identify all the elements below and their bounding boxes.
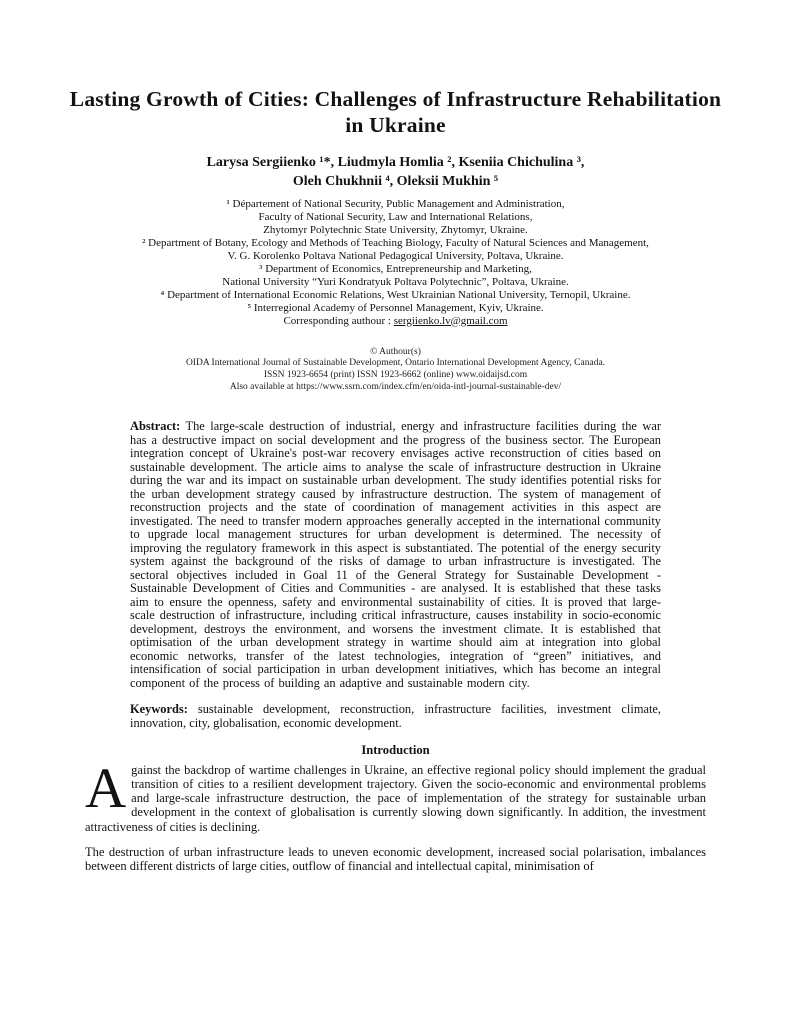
section-heading-introduction: Introduction xyxy=(361,743,430,758)
author-line-1: Larysa Sergiienko ¹*, Liudmyla Homlia ², Kseniia Chichulina ³, xyxy=(206,155,585,171)
journal-name-line: OIDA International Journal of Sustainable Development, Ontario International Development Agency, Canada. xyxy=(185,358,606,369)
abstract-label: Abstract: xyxy=(130,419,181,433)
introduction-body xyxy=(85,757,706,873)
affiliation-line: V. G. Korolenko Poltava National Pedagogical University, Poltava, Ukraine. xyxy=(227,249,564,262)
copyright-block xyxy=(0,347,791,395)
issn-line: ISSN 1923-6654 (print) ISSN 1923-6662 (online) www.oidaijsd.com xyxy=(263,370,528,381)
affiliations xyxy=(40,198,751,328)
affiliation-line: ¹ Département of National Security, Public Management and Administration, xyxy=(226,197,565,210)
drop-cap: A xyxy=(85,757,127,821)
author-list xyxy=(0,154,791,190)
affiliation-line: National University “Yuri Kondratyuk Poltava Polytechnic”, Poltava, Ukraine. xyxy=(222,275,569,288)
introduction-paragraph-2: The destruction of urban infrastructure leads to uneven economic development, increased social polarisation, imbalances between different districts of large cities, outflow of financial and intellectual capital, minimisation of xyxy=(85,844,706,873)
affiliation-line: ² Department of Botany, Ecology and Methods of Teaching Biology, Faculty of Natural Sciences and Management, xyxy=(142,236,649,249)
availability-line: Also available at https://www.ssrn.com/index.cfm/en/oida-intl-journal-sustainable-dev/ xyxy=(229,382,562,393)
keywords-text: sustainable development, reconstruction, infrastructure facilities, investment climate, innovation, city, globalisation, economic development. xyxy=(130,702,661,731)
copyright-authors-line: © Authour(s) xyxy=(370,346,421,357)
introduction-paragraph-1-text: gainst the backdrop of wartime challenges in Ukraine, an effective regional policy should implement the gradual transition of cities to a resilient development trajectory. Given the socio-economic and environmental problems and large-scale infrastructure destruction, the pace of implementation of the strategy for sustainable urban development in the context of globalisation is currently slowing down significantly. In addition, the investment attractiveness of cities is declining. xyxy=(85,763,706,834)
affiliation-line: Zhytomyr Polytechnic State University, Zhytomyr, Ukraine. xyxy=(263,223,528,236)
keywords xyxy=(130,703,661,731)
affiliation-line: ⁴ Department of International Economic Relations, West Ukrainian National University, Ternopil, Ukraine. xyxy=(160,288,631,301)
correspondence-line xyxy=(40,315,751,328)
affiliation-line: ⁵ Interregional Academy of Personnel Management, Kyiv, Ukraine. xyxy=(247,301,544,314)
page-title: Lasting Growth of Cities: Challenges of Infrastructure Rehabilitation in Ukraine xyxy=(69,87,722,138)
affiliation-line: Faculty of National Security, Law and International Relations, xyxy=(258,210,533,223)
affiliation-line: ³ Department of Economics, Entrepreneurship and Marketing, xyxy=(259,262,532,275)
corresponding-author-email-link[interactable]: sergiienko.lv@gmail.com xyxy=(393,314,508,327)
author-line-2: Oleh Chukhnii ⁴, Oleksii Mukhin ⁵ xyxy=(292,173,499,189)
keywords-label: Keywords: xyxy=(130,702,188,717)
abstract-text: The large-scale destruction of industrial, energy and infrastructure facilities during the war has a destructive impact on social development and the progress of the business sector. The European integration concept of Ukraine's post-war recovery envisages active reconstruction of cities based on sustainable development. The article aims to analyse the scale of infrastructure destruction in Ukraine during the war and its impact on sustainable urban development. The study identifies potential risks for the urban development strategy caused by infrastructure destruction. The system of management of reconstruction projects and the state of coordination of management activities in this aspect are investigated. The need to transfer modern approaches generally accepted in the international community to upgrade local management structures for urban development is determined. The necessity of improving the regulatory framework in this aspect is substantiated. The potential of the energy security system against the background of the risks of damage to urban infrastructure is investigated. The sectoral objectives included in Goal 11 of the General Strategy for Sustainable Development - Sustainable Development of Cities and Communities - are analysed. It is established that these tasks aim to ensure the openness, safety and environmental sustainability of cities. It is proved that large-scale destruction of infrastructure, including critical infrastructure, causes instability in socio-economic development, destroys the environment, and worsens the investment climate. It is established that optimisation of the urban development strategy in wartime should aim at integration into global economic networks, transfer of the latest technologies, integration of “green” initiatives, and intensification of social participation in urban development initiatives, which has become an integral component of the process of building an adaptive and sustainable modern city. xyxy=(130,419,661,690)
abstract xyxy=(130,420,661,690)
correspondence-label: Corresponding authour : xyxy=(283,314,394,327)
introduction-paragraph-1 xyxy=(85,757,706,834)
